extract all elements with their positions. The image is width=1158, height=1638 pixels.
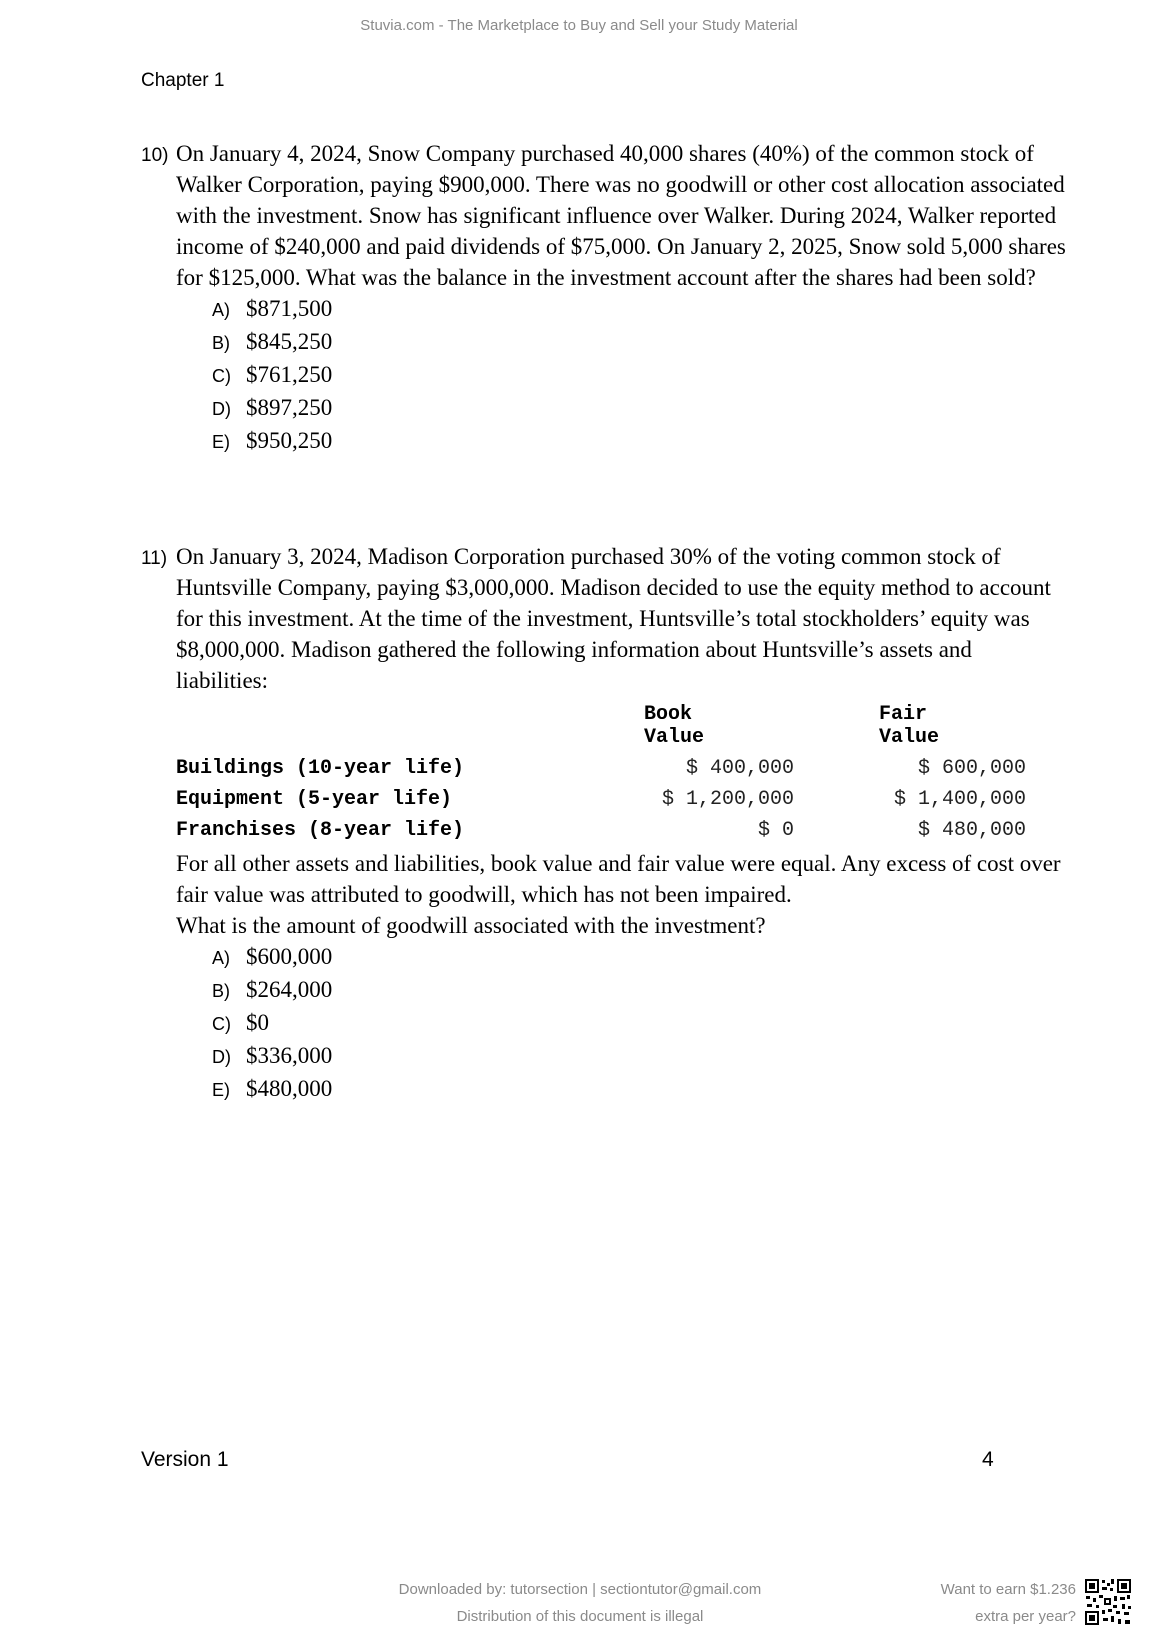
choice-letter: B) [212, 333, 230, 353]
asset-label: Equipment (5-year life) [176, 788, 453, 811]
choice-letter: A) [212, 300, 230, 320]
answer-choice [212, 392, 1066, 425]
book-value: $ 400,000 [685, 757, 794, 780]
choice-text: $950,250 [246, 428, 333, 453]
version-label: Version 1 [141, 1448, 229, 1471]
answer-choice [212, 1040, 1066, 1073]
book-value: $ 1,200,000 [661, 788, 794, 811]
earn-promo-line1[interactable]: Want to earn $1.236 [940, 1581, 1076, 1598]
answer-choices [141, 941, 1066, 1106]
choice-text: $600,000 [246, 944, 333, 969]
downloaded-by-text: Downloaded by: tutorsection | sectiontutor@gmail.com [398, 1581, 762, 1598]
question-text: On January 3, 2024, Madison Corporation purchased 30% of the voting common stock of Huntsville Company, paying $3,000,000. Madison decided to use the equity method to account for this investment. At the time of the investment, Huntsville’s total stockholders’ equity was $8,000,000. Madison gathered the following information about Huntsville’s assets and liabilities: [176, 544, 1051, 693]
choice-letter: A) [212, 948, 230, 968]
chapter-heading: Chapter 1 [141, 70, 225, 91]
choice-text: $0 [246, 1010, 269, 1035]
answer-choice [212, 1007, 1066, 1040]
asset-label: Buildings (10-year life) [176, 757, 465, 780]
earn-promo-line2[interactable]: extra per year? [975, 1608, 1076, 1625]
distribution-notice: Distribution of this document is illegal [456, 1608, 704, 1625]
question-prompt: What is the amount of goodwill associated with the investment? [176, 913, 766, 938]
question-number: 11) [141, 548, 168, 569]
stuvia-banner: Stuvia.com - The Marketplace to Buy and Sell your Study Material [360, 17, 798, 34]
choice-text: $897,250 [246, 395, 333, 420]
answer-choice [212, 974, 1066, 1007]
choice-letter: E) [212, 1080, 230, 1100]
choice-text: $336,000 [246, 1043, 333, 1068]
choice-letter: D) [212, 399, 231, 419]
question-after-text: For all other assets and liabilities, book value and fair value were equal. Any excess of cost over fair value was attributed to goodwill, which has not been impaired. [176, 851, 1061, 907]
book-value: $ 0 [757, 819, 794, 842]
qr-code-icon[interactable] [1084, 1578, 1132, 1626]
answer-choice [212, 425, 1066, 458]
question-number: 10) [141, 145, 169, 166]
table-row [176, 757, 1026, 787]
choice-text: $480,000 [246, 1076, 333, 1101]
answer-choice [212, 359, 1066, 392]
answer-choice [212, 1073, 1066, 1106]
question-text: On January 4, 2024, Snow Company purchased 40,000 shares (40%) of the common stock of Walker Corporation, paying $900,000. There was no goodwill or other cost allocation associated with the investment. Snow has significant influence over Walker. During 2024, Walker reported income of $240,000 and paid dividends of $75,000. On January 2, 2025, Snow sold 5,000 shares for $125,000. What was the balance in the investment account after the shares had been sold? [176, 141, 1066, 290]
question-11 [141, 541, 1066, 696]
choice-text: $761,250 [246, 362, 333, 387]
question-11-continued [141, 848, 1066, 1106]
choice-letter: D) [212, 1047, 231, 1067]
question-10 [141, 138, 1066, 458]
choice-text: $264,000 [246, 977, 333, 1002]
fair-value: $ 1,400,000 [893, 788, 1026, 811]
page-number: 4 [982, 1448, 994, 1471]
asset-label: Franchises (8-year life) [176, 819, 465, 842]
fair-value-header: Fair Value [879, 703, 940, 749]
fair-value: $ 600,000 [917, 757, 1026, 780]
answer-choice [212, 293, 1066, 326]
fair-value: $ 480,000 [917, 819, 1026, 842]
answer-choice [212, 326, 1066, 359]
table-row [176, 819, 1026, 849]
choice-letter: C) [212, 366, 231, 386]
choice-letter: E) [212, 432, 230, 452]
choice-text: $845,250 [246, 329, 333, 354]
answer-choices [141, 293, 1066, 458]
choice-letter: C) [212, 1014, 231, 1034]
book-value-header: Book Value [644, 703, 705, 749]
choice-text: $871,500 [246, 296, 333, 321]
choice-letter: B) [212, 981, 230, 1001]
answer-choice [212, 941, 1066, 974]
table-row [176, 788, 1026, 818]
